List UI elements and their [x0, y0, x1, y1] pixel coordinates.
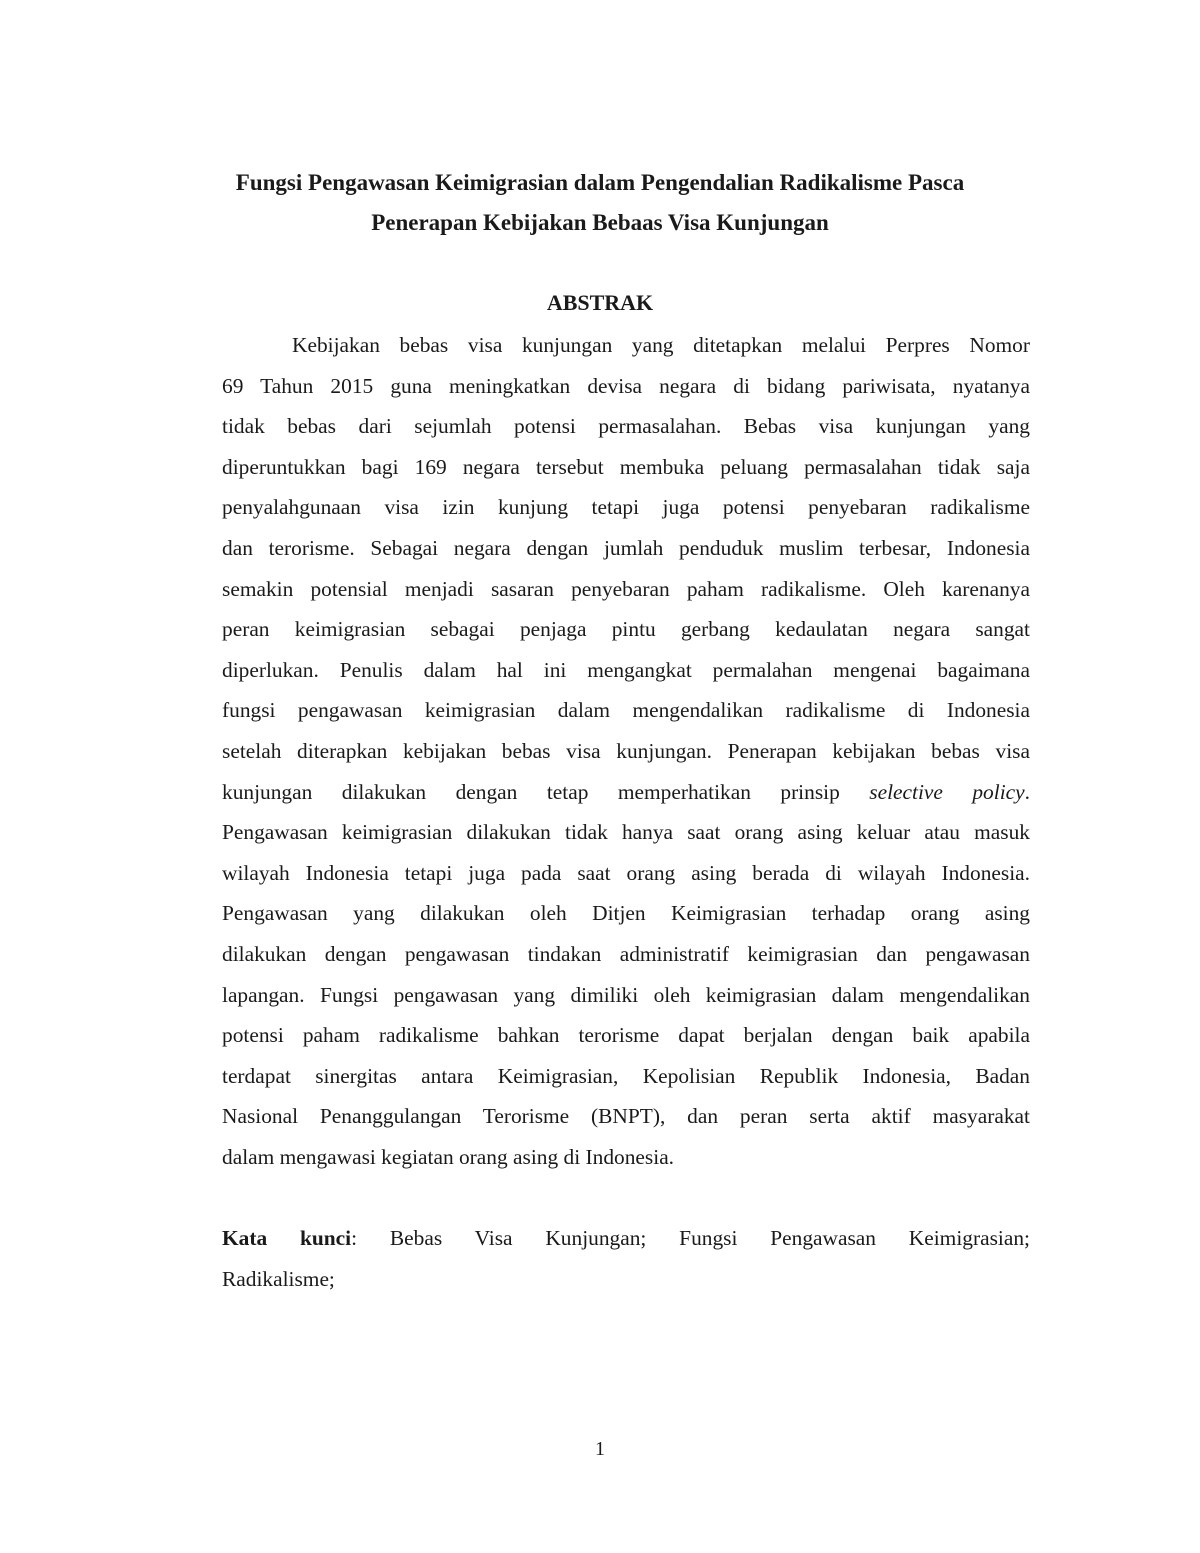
abstract-line-text: kunjungan dilakukan dengan tetap memperhatikan prinsip [222, 779, 840, 804]
keywords-colon: : [351, 1226, 358, 1250]
abstract-line: Pengawasan yang dilakukan oleh Ditjen Keimigrasian terhadap orang asing [222, 901, 1030, 926]
abstract-line: terdapat sinergitas antara Keimigrasian, Kepolisian Republik Indonesia, Badan [222, 1063, 1030, 1088]
abstract-line: setelah diterapkan kebijakan bebas visa kunjungan. Penerapan kebijakan bebas visa [222, 738, 1030, 763]
italic-term: selective policy [869, 779, 1025, 804]
paper-title-line-1: Fungsi Pengawasan Keimigrasian dalam Pengendalian Radikalisme Pasca [235, 170, 965, 195]
abstract-line: fungsi pengawasan keimigrasian dalam mengendalikan radikalisme di Indonesia [222, 698, 1030, 723]
abstract-line: semakin potensial menjadi sasaran penyebaran paham radikalisme. Oleh karenanya [222, 576, 1030, 601]
abstract-line: peran keimigrasian sebagai penjaga pintu gerbang kedaulatan negara sangat [222, 617, 1030, 642]
abstract-line: dan terorisme. Sebagai negara dengan jumlah penduduk muslim terbesar, Indonesia [222, 535, 1030, 560]
abstract-line: Kebijakan bebas visa kunjungan yang ditetapkan melalui Perpres Nomor [292, 333, 1030, 357]
abstract-body [222, 325, 1030, 1177]
abstract-line: diperlukan. Penulis dalam hal ini mengangkat permalahan mengenai bagaimana [222, 657, 1030, 682]
abstract-line: dilakukan dengan pengawasan tindakan administratif keimigrasian dan pengawasan [222, 941, 1030, 966]
keywords-values: Bebas Visa Kunjungan; Fungsi Pengawasan Keimigrasian; [389, 1226, 1030, 1250]
abstract-line: Nasional Penanggulangan Terorisme (BNPT), dan peran serta aktif masyarakat [222, 1104, 1030, 1129]
abstract-line: dalam mengawasi kegiatan orang asing di Indonesia. [222, 1144, 675, 1169]
italic-term-suffix: . [1024, 779, 1030, 804]
keywords-block [222, 1218, 1030, 1299]
abstract-line: lapangan. Fungsi pengawasan yang dimiliki oleh keimigrasian dalam mengendalikan [222, 982, 1030, 1007]
abstract-line: diperuntukkan bagi 169 negara tersebut membuka peluang permasalahan tidak saja [222, 454, 1030, 479]
abstract-line: tidak bebas dari sejumlah potensi permasalahan. Bebas visa kunjungan yang [222, 414, 1030, 439]
abstract-line: wilayah Indonesia tetapi juga pada saat orang asing berada di wilayah Indonesia. [222, 860, 1030, 885]
abstract-line: 69 Tahun 2015 guna meningkatkan devisa negara di bidang pariwisata, nyatanya [222, 373, 1030, 398]
abstract-line: Pengawasan keimigrasian dilakukan tidak hanya saat orang asing keluar atau masuk [222, 820, 1030, 845]
paper-title-line-2: Penerapan Kebijakan Bebaas Visa Kunjungan [371, 210, 829, 235]
keywords-line-1 [222, 1218, 1030, 1259]
keywords-line-2: Radikalisme; [222, 1266, 335, 1291]
keywords-label: Kata kunci [222, 1226, 352, 1250]
page-number: 1 [595, 1438, 605, 1460]
abstract-heading: ABSTRAK [546, 290, 654, 315]
abstract-line-with-italic [222, 772, 1030, 813]
abstract-line: penyalahgunaan visa izin kunjung tetapi juga potensi penyebaran radikalisme [222, 495, 1030, 520]
abstract-line: potensi paham radikalisme bahkan terorisme dapat berjalan dengan baik apabila [222, 1023, 1030, 1048]
